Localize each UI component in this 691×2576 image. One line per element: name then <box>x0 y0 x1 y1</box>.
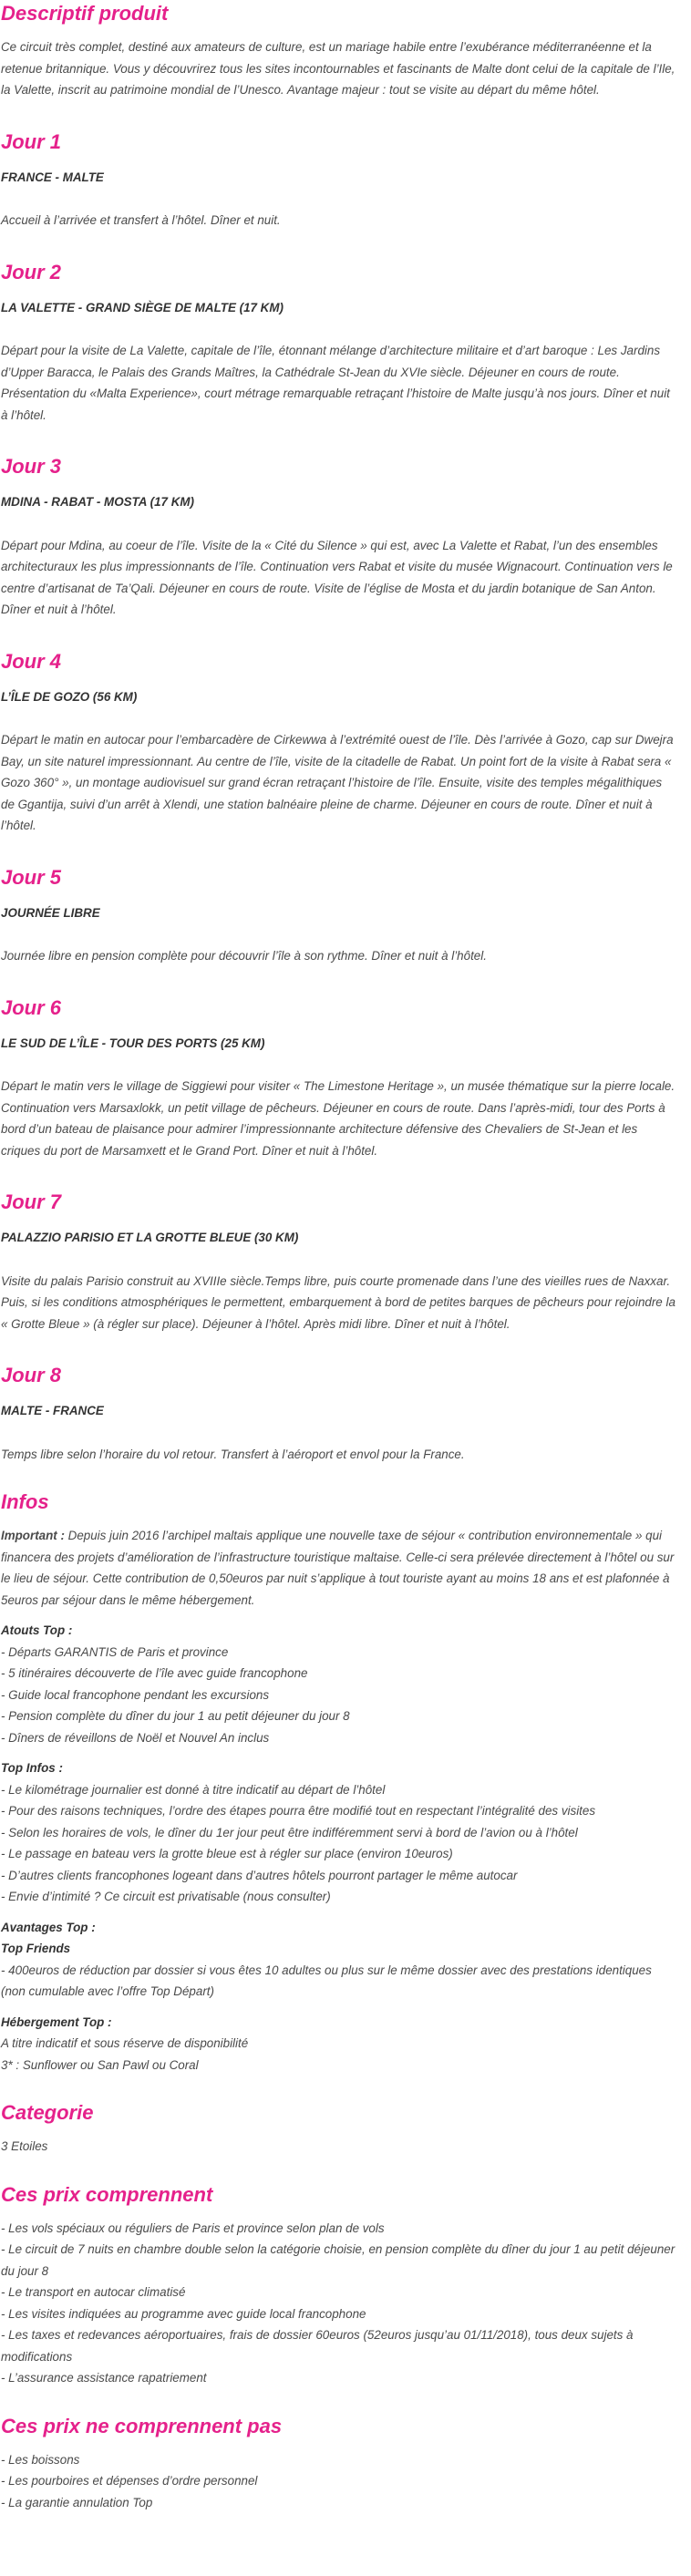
list-item: - Les visites indiquées au programme avec guide local francophone <box>1 2306 366 2321</box>
list-item: - Le circuit de 7 nuits en chambre double selon la catégorie choisie, en pension complète du dîner du jour 1 au petit déjeuner du jour 8 <box>1 2242 676 2278</box>
list-item: - Guide local francophone pendant les excursions <box>1 1687 270 1702</box>
day-label: Jour 2 <box>1 260 62 283</box>
day-text: Journée libre en pension complète pour découvrir l’île à son rythme. Dîner et nuit à l’hôtel. <box>1 949 487 963</box>
day-6 <box>1 994 676 1162</box>
day-text: Temps libre selon l’horaire du vol retour. Transfert à l’aéroport et envol pour la France. <box>1 1447 465 1461</box>
categorie-value: 3 Etoiles <box>1 2139 48 2153</box>
description-section <box>1 0 676 101</box>
hebergement-title: Hébergement Top : <box>1 2014 112 2029</box>
day-title: PALAZZIO PARISIO ET LA GROTTE BLEUE (30 KM) <box>1 1231 299 1244</box>
day-title: JOURNÉE LIBRE <box>1 905 100 920</box>
description-text: Ce circuit très complet, destiné aux amateurs de culture, est un mariage habile entre l’exubérance méditerranéenne et la retenue britannique. Vous y découvrirez tous les sites incontournables et fascinants de Malte dont celui de la capitale de l’Ile, la Valette, inscrit au patrimoine mondial de l’Unesco. Avantage majeur : tout se visite au départ du même hôtel. <box>1 40 676 97</box>
day-text: Départ le matin en autocar pour l’embarcadère de Cirkewwa à l’extrémité ouest de l’île. Dès l’arrivée à Gozo, cap sur Dwejra Bay, un site naturel impressionnant. Au centre de l’île, visite de la citadelle de Rabat. Un point fort de la visite à Rabat sera « Gozo 360° », un montage audiovisuel sur grand écran retraçant l’histoire de l’île. Ensuite, visite des temples mégalithiques de Ggantija, suivi d’un arrêt à Xlendi, une station balnéaire pleine de charme. Déjeuner en cours de route. Dîner et nuit à l’hôtel. <box>1 733 674 832</box>
infos-title: Infos <box>1 1490 49 1513</box>
days-list <box>1 129 676 1466</box>
atouts-title: Atouts Top : <box>1 1623 73 1637</box>
day-8 <box>1 1362 676 1465</box>
hebergement-block <box>1 2012 676 2076</box>
list-item: - Les vols spéciaux ou réguliers de Paris et province selon plan de vols <box>1 2221 385 2235</box>
list-item: - D’autres clients francophones logeant dans d’autres hôtels pourront partager le même autocar <box>1 1868 518 1882</box>
list-item: - Le passage en bateau vers la grotte bleue est à régler sur place (environ 10euros) <box>1 1847 453 1860</box>
day-title: MALTE - FRANCE <box>1 1404 104 1417</box>
day-label: Jour 7 <box>1 1190 62 1213</box>
list-item: - Pension complète du dîner du jour 1 au petit déjeuner du jour 8 <box>1 1709 350 1723</box>
list-item: - Les taxes et redevances aéroportuaires, frais de dossier 60euros (52euros jusqu’au 01/11/2018), tous deux sujets à modifications <box>1 2328 634 2364</box>
hebergement-line: A titre indicatif et sous réserve de disponibilité <box>1 2036 249 2050</box>
ne-comprend-section <box>1 2413 676 2514</box>
day-label: Jour 4 <box>1 649 62 673</box>
list-item: - Pour des raisons techniques, l’ordre des étapes pourra être modifié tout en respectant l’intégralité des visites <box>1 1804 596 1818</box>
list-item: - Départs GARANTIS de Paris et province <box>1 1644 229 1659</box>
ne-comprend-title: Ces prix ne comprennent pas <box>1 2414 283 2437</box>
friends-title: Top Friends <box>1 1942 71 1955</box>
day-text: Visite du palais Parisio construit au XVIIIe siècle.Temps libre, puis courte promenade dans l’une des vieilles rues de Naxxar. Puis, si les conditions atmosphériques le permettent, embarquement à bord de petites barques de pêcheurs pour rejoindre la « Grotte Bleue » (à régler sur place). Déjeuner à l’hôtel. Après midi libre. Dîner et nuit à l’hôtel. <box>1 1273 676 1331</box>
day-label: Jour 1 <box>1 129 62 153</box>
list-item: - La garantie annulation Top <box>1 2495 153 2509</box>
comprend-section <box>1 2181 676 2389</box>
infos-section <box>1 1489 676 2076</box>
list-item: - Le transport en autocar climatisé <box>1 2285 186 2299</box>
day-title: FRANCE - MALTE <box>1 170 104 184</box>
day-1 <box>1 129 676 232</box>
day-3 <box>1 453 676 621</box>
day-2 <box>1 259 676 427</box>
comprend-title: Ces prix comprennent <box>1 2182 213 2206</box>
day-label: Jour 6 <box>1 995 62 1019</box>
categorie-title: Categorie <box>1 2101 94 2124</box>
description-title: Descriptif produit <box>1 2 169 25</box>
list-item: - Les pourboires et dépenses d’ordre personnel <box>1 2474 258 2488</box>
atouts-block <box>1 1620 676 1748</box>
day-7 <box>1 1189 676 1334</box>
list-item: - Le kilométrage journalier est donné à titre indicatif au départ de l’hôtel <box>1 1782 386 1797</box>
day-text: Départ pour Mdina, au coeur de l’île. Visite de la « Cité du Silence » qui est, avec La Valette et Rabat, l’un des ensembles architecturaux les plus impressionnants de l’île. Continuation vers Rabat et visite du musée Wignacourt. Continuation vers le centre d’artisanat de Ta’Qali. Déjeuner en cours de route. Visite de l’église de Mosta et du jardin botanique de San Anton. Dîner et nuit à l’hôtel. <box>1 538 673 616</box>
list-item: - 5 itinéraires découverte de l’île avec guide francophone <box>1 1666 308 1680</box>
comprend-list <box>1 2218 676 2389</box>
important-label: Important : <box>1 1529 65 1542</box>
day-title: MDINA - RABAT - MOSTA (17 KM) <box>1 495 194 509</box>
list-item: - L’assurance assistance rapatriement <box>1 2371 207 2385</box>
list-item: - Les boissons <box>1 2452 80 2467</box>
friends-text: - 400euros de réduction par dossier si vous êtes 10 adultes ou plus sur le même dossier avec des prestations identiques (non cumulable avec l’offre Top Départ) <box>1 1963 652 1998</box>
top-infos-block <box>1 1757 676 1908</box>
hebergement-line: 3* : Sunflower ou San Pawl ou Coral <box>1 2057 199 2072</box>
day-label: Jour 3 <box>1 455 62 478</box>
ne-comprend-list <box>1 2449 676 2514</box>
day-title: LA VALETTE - GRAND SIÈGE DE MALTE (17 KM) <box>1 300 284 314</box>
day-text: Départ le matin vers le village de Siggiewi pour visiter « The Limestone Heritage », un musée thématique sur la pierre locale. Continuation vers Marsaxlokk, un petit village de pêcheurs. Déjeuner en cours de route. Dans l’après-midi, tour des Ports à bord d’un bateau de plaisance pour admirer l’impressionnante architecture défensive des Chevaliers de St-Jean et les criques du port de Marsamxett et le Grand Port. Dîner et nuit à l’hôtel. <box>1 1079 676 1158</box>
important-note <box>1 1525 676 1611</box>
avantages-title: Avantages Top : <box>1 1920 96 1934</box>
list-item: - Dîners de réveillons de Noël et Nouvel An inclus <box>1 1730 270 1745</box>
top-infos-title: Top Infos : <box>1 1761 63 1775</box>
list-item: - Selon les horaires de vols, le dîner du 1er jour peut être indifféremment servi à bord de l’avion ou à l’hôtel <box>1 1825 578 1839</box>
day-title: L’ÎLE DE GOZO (56 KM) <box>1 689 138 704</box>
day-label: Jour 5 <box>1 865 62 889</box>
day-4 <box>1 648 676 837</box>
day-label: Jour 8 <box>1 1364 62 1386</box>
day-text: Départ pour la visite de La Valette, capitale de l’île, étonnant mélange d’architecture militaire et d’art baroque : Les Jardins d’Upper Baracca, le Palais des Grands Maîtres, la Cathédrale St-Jean du XVIe siècle. Déjeuner en cours de route. Présentation du «Malta Experience», court métrage remarquable retraçant l’histoire de Malte jusqu’à nos jours. Dîner et nuit à l’hôtel. <box>1 344 670 422</box>
day-5 <box>1 864 676 967</box>
categorie-section <box>1 2099 676 2158</box>
important-text: Depuis juin 2016 l’archipel maltais applique une nouvelle taxe de séjour « contribution environnementale » qui financera des projets d’amélioration de l’infrastructure touristique maltaise. Celle-ci sera prélevée directement à l’hôtel ou sur le lieu de séjour. Cette contribution de 0,50euros par nuit s’applique à tout touriste ayant au moins 18 ans et est plafonnée à 5euros par séjour dans le même hébergement. <box>1 1529 675 1607</box>
day-text: Accueil à l’arrivée et transfert à l’hôtel. Dîner et nuit. <box>1 213 281 227</box>
avantages-block <box>1 1917 676 2003</box>
list-item: - Envie d’intimité ? Ce circuit est privatisable (nous consulter) <box>1 1890 331 1903</box>
day-title: LE SUD DE L’ÎLE - TOUR DES PORTS (25 KM) <box>1 1036 265 1050</box>
